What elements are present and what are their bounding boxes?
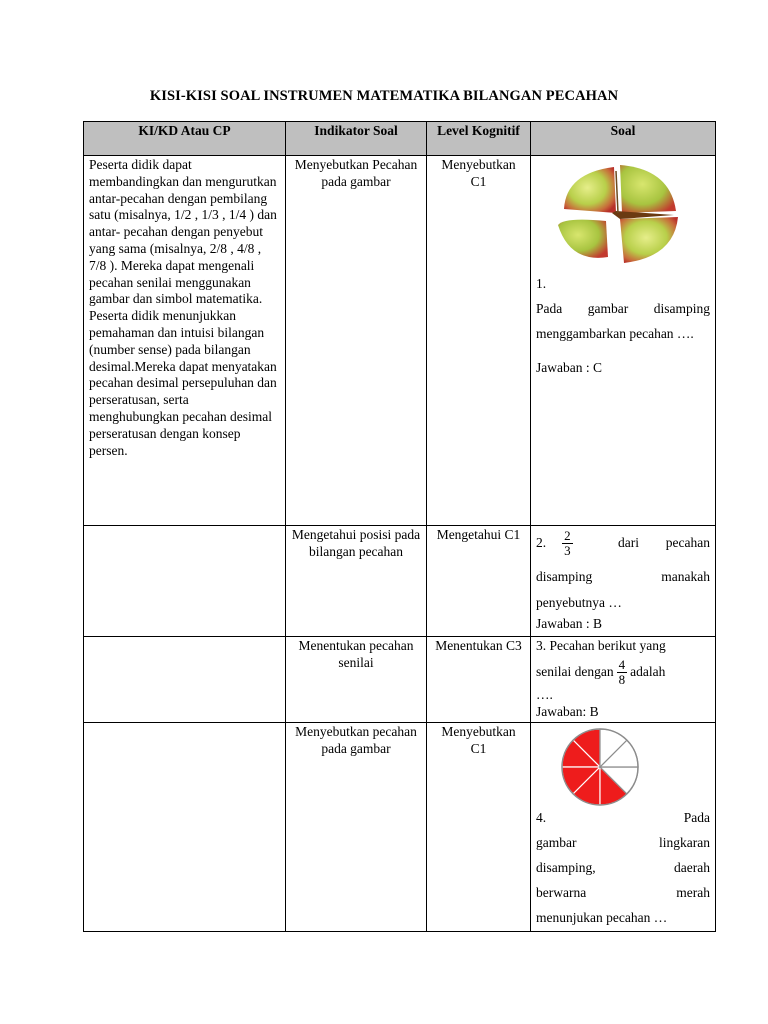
answer-text: Jawaban : C — [536, 359, 602, 375]
table-row — [84, 526, 716, 637]
apple-image — [536, 157, 710, 273]
table-row — [84, 723, 716, 932]
question-text: adalah — [630, 663, 666, 679]
question-text: Pada gambar disamping menggambarkan pecahan …. — [536, 300, 710, 341]
level-cell: Menentukan C3 — [427, 637, 531, 723]
soal-cell — [531, 526, 716, 637]
question-line — [536, 658, 710, 687]
header-level: Level Kognitif — [427, 122, 531, 156]
question-text: dari pecahan — [618, 535, 710, 551]
question-text: …. — [536, 686, 553, 702]
document-title: KISI-KISI SOAL INSTRUMEN MATEMATIKA BILANGAN PECAHAN — [149, 88, 619, 104]
header-kd: KI/KD Atau CP — [84, 122, 286, 156]
fraction-numerator: 4 — [618, 656, 626, 672]
fraction-denominator: 3 — [564, 543, 571, 558]
level-cell: Mengetahui C1 — [427, 526, 531, 637]
indikator-cell: Menyebutkan Pecahan pada gambar — [286, 156, 427, 526]
question-number: 1. — [536, 276, 547, 291]
table-row — [84, 156, 716, 526]
fraction-4-8 — [617, 658, 628, 687]
question-text: senilai dengan — [536, 663, 614, 679]
indikator-cell: Menyebutkan pecahan pada gambar — [286, 723, 427, 932]
question-text: gambar lingkaran — [536, 835, 710, 850]
fraction-numerator: 2 — [564, 528, 571, 543]
question-text: disamping manakah — [536, 569, 710, 584]
question-number: 4. — [536, 810, 547, 825]
question-text: berwarna merah — [536, 885, 710, 900]
indikator-cell: Mengetahui posisi pada bilangan pecahan — [286, 526, 427, 637]
header-indikator: Indikator Soal — [286, 122, 427, 156]
kd-cell: Peserta didik dapat membandingkan dan mengurutkan antar-pecahan dengan pembilang satu (misalnya, 1/2 , 1/3 , 1/4 ) dan antar- pecahan dengan penyebut yang sama (misalnya, 2/8 , 4/8 , 7/8 ). Mereka dapat mengenali pecahan senilai menggunakan gambar dan simbol matematika. Peserta didik menunjukkan pemahaman dan intuisi bilangan (number sense) pada bilangan desimal.Mereka dapat menyatakan pecahan desimal persepuluhan dan perseratusan, serta menghubungkan pecahan desimal perseratusan dengan konsep persen. — [84, 156, 286, 526]
fraction-2-3 — [562, 529, 573, 558]
level-cell: Menyebutkan C1 — [427, 156, 531, 526]
kd-cell — [84, 637, 286, 723]
header-soal: Soal — [531, 122, 716, 156]
question-text: penyebutnya … — [536, 595, 622, 610]
soal-cell — [531, 637, 716, 723]
kisi-table — [83, 121, 716, 932]
question-line — [536, 805, 710, 830]
soal-cell — [531, 156, 716, 526]
answer-text: Jawaban : B — [536, 616, 602, 631]
question-text: 3. Pecahan berikut yang — [536, 638, 666, 653]
fraction-denominator: 8 — [618, 671, 626, 687]
kd-cell — [84, 723, 286, 932]
table-header-row — [84, 122, 716, 156]
answer-text: Jawaban: B — [536, 703, 599, 719]
kd-cell — [84, 526, 286, 637]
table-row — [84, 637, 716, 723]
question-number: 2. — [536, 535, 547, 551]
question-text: disamping, daerah — [536, 860, 710, 875]
soal-cell — [531, 723, 716, 932]
question-text: Pada — [683, 810, 710, 825]
fraction-pie-chart — [554, 727, 650, 807]
indikator-cell: Menentukan pecahan senilai — [286, 637, 427, 723]
level-cell: Menyebutkan C1 — [427, 723, 531, 932]
question-text: menunjukan pecahan … — [536, 910, 668, 925]
